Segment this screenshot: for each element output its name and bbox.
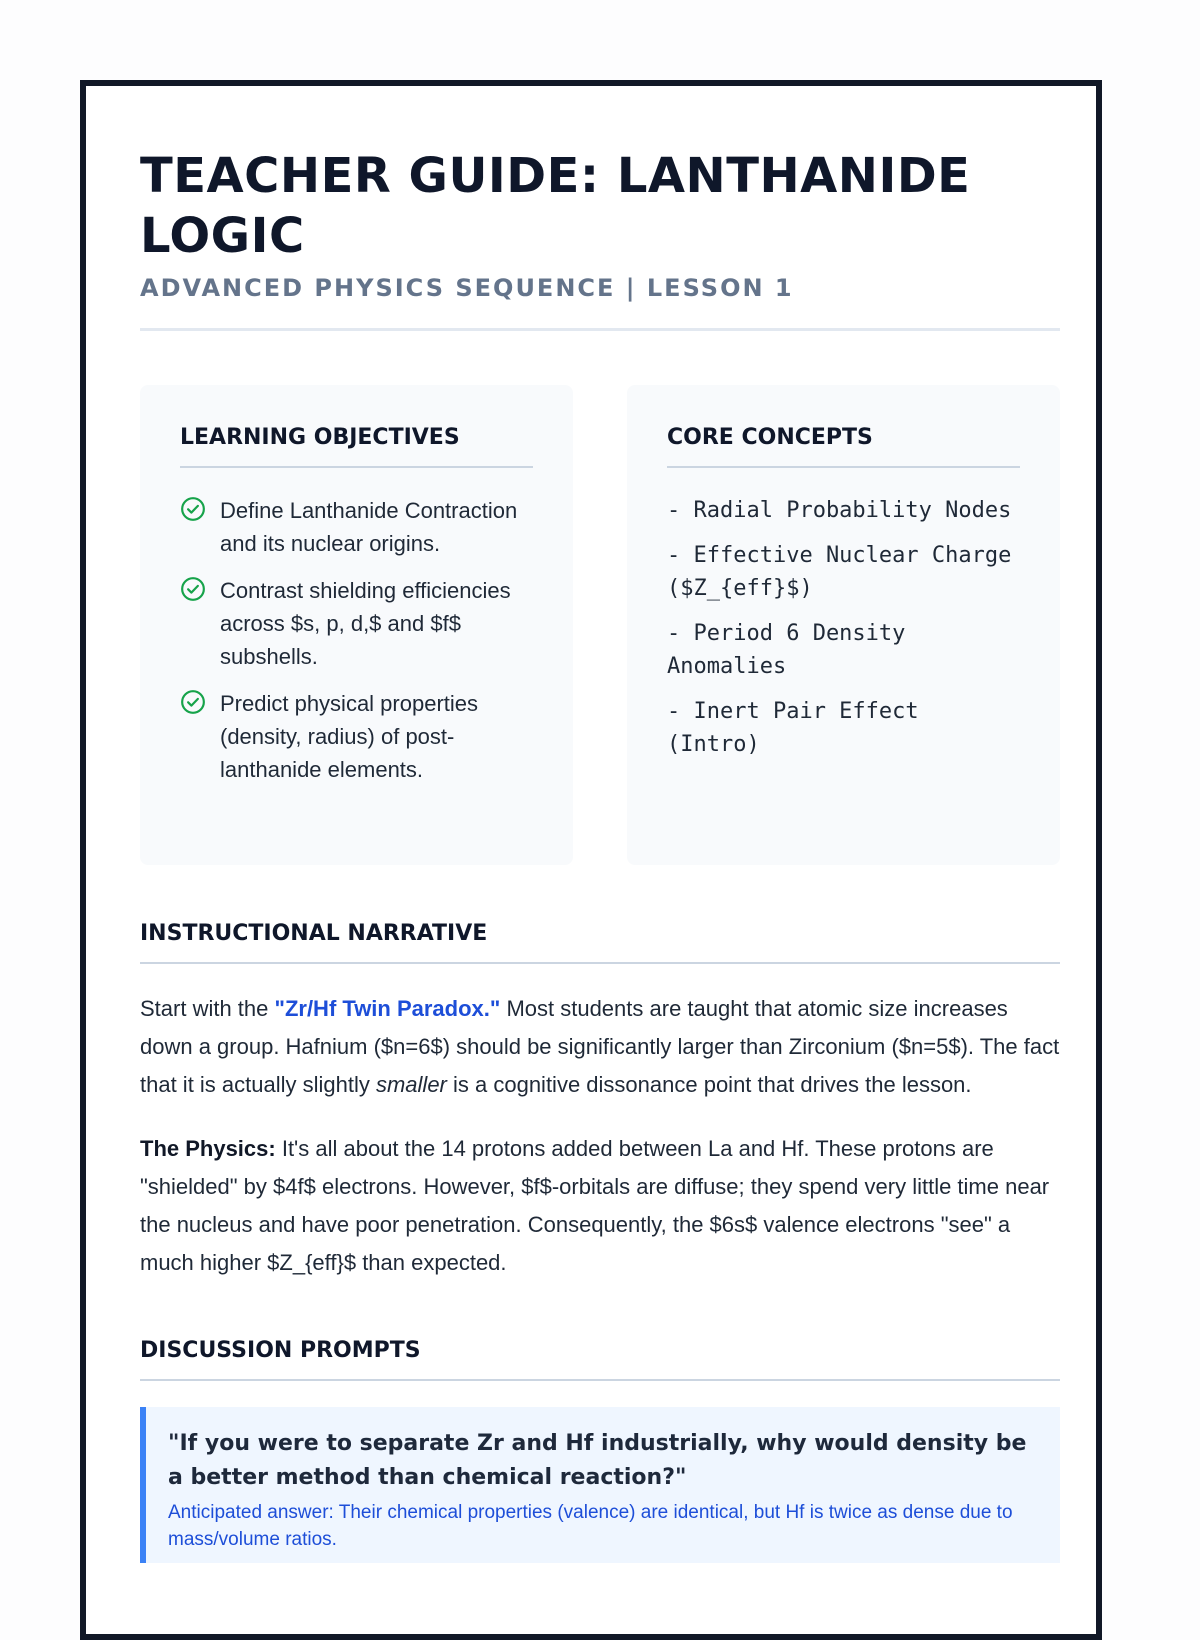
document-content [140,146,1060,1563]
narrative-lead: Start with the [140,996,275,1021]
objective-text: Define Lanthanide Contraction and its nuclear origins. [220,498,518,556]
objective-item [180,574,533,673]
check-circle-icon [180,496,206,522]
summary-cards [140,385,1060,865]
prompt-question: "If you were to separate Zr and Hf industrially, why would density be a better method than chemical reaction?" [168,1431,1027,1490]
physics-label: The Physics: [140,1136,276,1161]
prompt-answer: Anticipated answer: Their chemical properties (valence) are identical, but Hf is twice as dense due to mass/volume ratios. [168,1502,1013,1550]
objective-item [180,494,533,560]
discussion-prompt [140,1407,1060,1563]
discussion-prompts-title: DISCUSSION PROMPTS [140,1338,1060,1381]
instructional-narrative-title: INSTRUCTIONAL NARRATIVE [140,921,1060,964]
concept-item: - Effective Nuclear Charge ($Z_{eff}$) [667,543,1012,601]
objective-text: Predict physical properties (density, radius) of post-lanthanide elements. [220,691,479,782]
core-concepts-title: CORE CONCEPTS [667,425,1020,468]
paradox-highlight: "Zr/Hf Twin Paradox." [274,996,501,1021]
core-concepts-card [627,385,1060,865]
narrative-tail: is a cognitive dissonance point that drives the lesson. [446,1072,972,1097]
physics-text: It's all about the 14 protons added between La and Hf. These protons are "shielded" by $4f$ electrons. However, $f$-orbitals are diffuse; they spend very little time near the nucleus and have poor penetration. Consequently, the $6s$ valence electrons "see" a much higher $Z_{eff}$ than expected. [140,1136,1050,1275]
check-circle-icon [180,689,206,715]
smaller-emphasis: smaller [375,1072,447,1097]
narrative-mid: Most students are taught that atomic size increases down a group. Hafnium ($n=6$) should be significantly larger than Zirconium ($n=5$). The fact that it is actually slightly [140,996,1060,1097]
learning-objectives-card [140,385,573,865]
objective-text: Contrast shielding efficiencies across $s, p, d,$ and $f$ subshells. [220,578,511,669]
narrative-paragraph-1 [140,990,1060,1104]
page-title: TEACHER GUIDE: LANTHANIDE LOGIC [140,148,971,264]
check-circle-icon [180,576,206,602]
document-page [80,80,1102,1640]
narrative-paragraph-2 [140,1130,1060,1282]
concept-item: - Radial Probability Nodes [667,498,1012,523]
concept-item: - Inert Pair Effect (Intro) [667,699,919,757]
concept-item: - Period 6 Density Anomalies [667,621,906,679]
page-subtitle: ADVANCED PHYSICS SEQUENCE | LESSON 1 [140,274,1060,331]
learning-objectives-title: LEARNING OBJECTIVES [180,425,533,468]
objective-item [180,687,533,786]
